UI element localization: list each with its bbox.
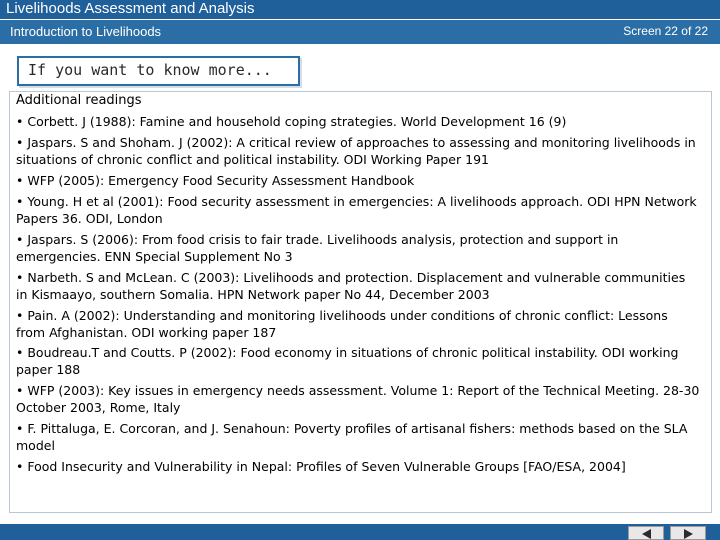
reading-item-narbeth: • Narbeth. S and McLean. C (2003): Livelihoods and protection. Displacement and vulnerable communities in Kismaayo, southern Somalia. HPN Network paper No 44, December 2003 [16, 270, 686, 302]
reading-item-pain: • Pain. A (2002): Understanding and monitoring livelihoods under conditions of chronic conflict: Lessons from Afghanistan. ODI working paper 187 [16, 308, 668, 340]
reading-item-jaspars-2006: • Jaspars. S (2006): From food crisis to fair trade. Livelihoods analysis, protection and support in emergencies. ENN Special Supplement No 3 [16, 232, 619, 264]
reading-item-nepal: • Food Insecurity and Vulnerability in Nepal: Profiles of Seven Vulnerable Groups [FAO/ESA, 2004] [16, 459, 626, 474]
triangle-left-icon [642, 529, 651, 539]
reading-item-wfp-2003: • WFP (2003): Key issues in emergency needs assessment. Volume 1: Report of the Technical Meeting. 28-30 October 2003, Rome, Italy [16, 383, 700, 415]
reading-item-jaspars-shoham: • Jaspars. S and Shoham. J (2002): A critical review of approaches to assessing and monitoring livelihoods in situations of chronic conflict and political instability. ODI Working Paper 191 [16, 135, 696, 167]
course-title: Livelihoods Assessment and Analysis [6, 0, 255, 17]
section-title: Introduction to Livelihoods [10, 24, 162, 39]
reading-item-corbett: • Corbett. J (1988): Famine and household coping strategies. World Development 16 (9) [16, 114, 567, 129]
reading-item-boudreau: • Boudreau.T and Coutts. P (2002): Food economy in situations of chronic political instability. ODI working paper 188 [16, 345, 679, 377]
reading-item-young: • Young. H et al (2001): Food security assessment in emergencies: A livelihoods approach. ODI HPN Network Papers 36. ODI, London [16, 194, 697, 226]
reading-item-wfp-2005: • WFP (2005): Emergency Food Security Assessment Handbook [16, 173, 415, 188]
previous-screen-button[interactable] [628, 526, 664, 540]
next-screen-button[interactable] [670, 526, 706, 540]
page-heading: If you want to know more... [28, 61, 272, 79]
readings-heading: Additional readings [16, 93, 142, 108]
triangle-right-icon [684, 529, 693, 539]
bottom-bar [0, 524, 720, 540]
screen-counter: Screen 22 of 22 [623, 24, 708, 38]
reading-item-pittaluga: • F. Pittaluga, E. Corcoran, and J. Senahoun: Poverty profiles of artisanal fishers: methods based on the SLA model [16, 421, 688, 453]
